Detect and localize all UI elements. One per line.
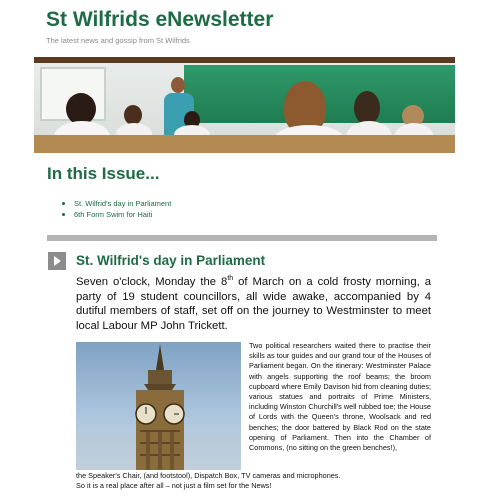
issue-contents-list — [62, 198, 171, 220]
article-heading: St. Wilfrid's day in Parliament — [76, 253, 266, 268]
issue-link-swim[interactable]: 6th Form Swim for Haiti — [62, 209, 171, 220]
big-ben-photo — [76, 342, 241, 470]
article-lead-paragraph: Seven o'clock, Monday the 8th of March on a cold frosty morning, a party of 19 student councillors, all wide awake, accompanied by 4 dutiful members of staff, set off on the journey to Westminster to meet local Labour MP John Trickett. — [76, 275, 431, 332]
classroom-banner-image — [34, 63, 455, 153]
newsletter-subtitle: The latest news and gossip from St Wilfrids — [46, 36, 190, 45]
article-body-continued: the Speaker's Chair, (and footstool), Dispatch Box, TV cameras and microphones. So it is a real place after all – not just a film set for the News! — [76, 471, 341, 491]
in-this-issue-heading: In this Issue... — [47, 164, 160, 183]
issue-link-parliament[interactable]: St. Wilfrid's day in Parliament — [62, 198, 171, 209]
newsletter-title: St Wilfrids eNewsletter — [46, 8, 274, 31]
arrow-right-icon — [48, 252, 66, 270]
section-divider — [47, 235, 437, 241]
article-body-text: Two political researchers waited there to practise their skills as tour guides and our grand tour of the Houses of Parliament began. On the itinerary: Westminster Palace with angels supporting the roof beams; the broom cupboard where Emily Davison hid from cleaning duties; various statues and portraits of Prime Ministers, including Winston Churchill's well rubbed toe; the House of Lords with the Queen's throne, Woolsack and red benches; the door battered by Black Rod on the state opening of Parliament. Then into the Chamber of Commons, (no sitting on the green benches!), — [249, 341, 431, 453]
